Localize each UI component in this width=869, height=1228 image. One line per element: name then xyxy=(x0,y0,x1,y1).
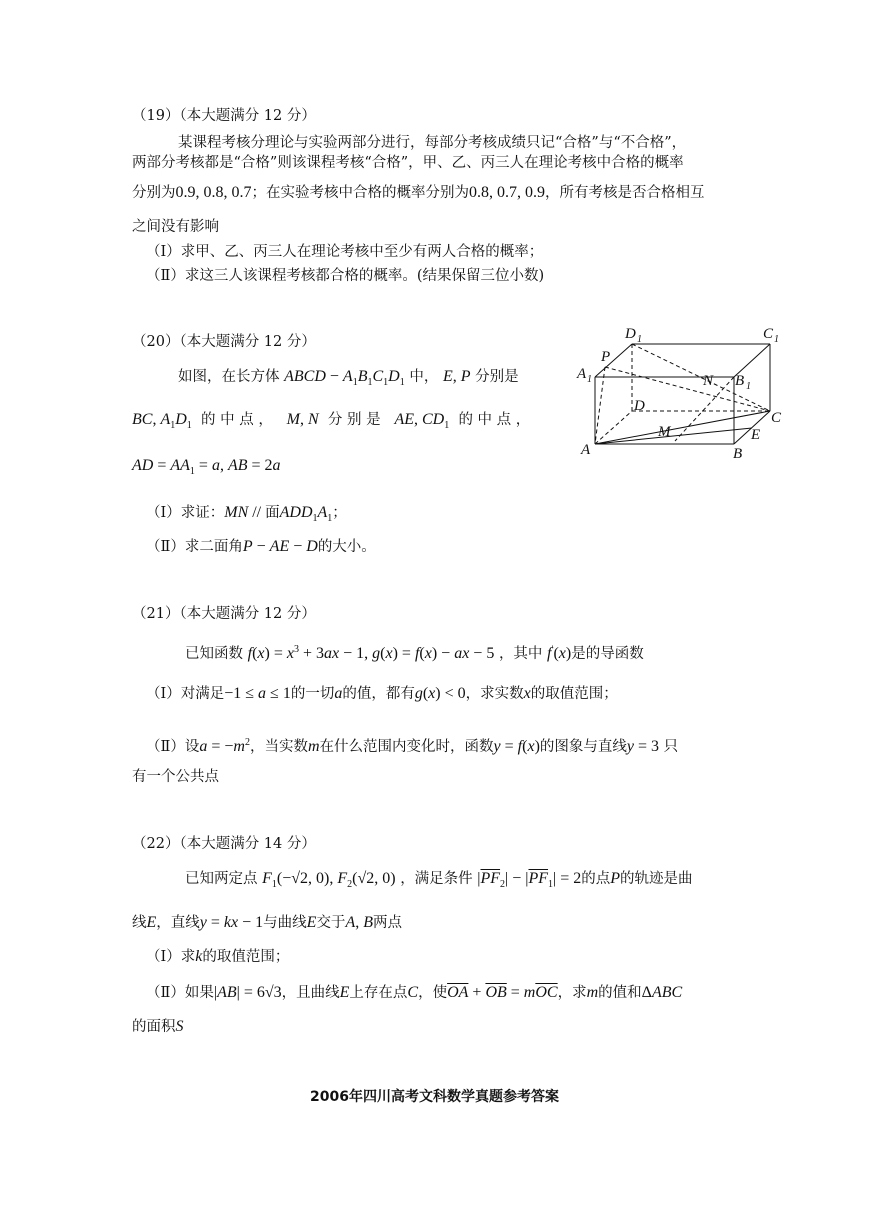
label-P: P xyxy=(601,349,611,365)
q19-line-4: 之间没有影响 xyxy=(132,219,219,235)
q21-part-2: （Ⅱ）设$a = -m^2$，当实数m在什么范围内变化时，函数y = f(x)的图象与直线y = 3 只 xyxy=(146,737,679,755)
answer-title: 2006年四川高考文科数学真题参考答案 xyxy=(310,1089,559,1105)
svg-text:1: 1 xyxy=(587,374,592,385)
label-B: B xyxy=(733,446,743,462)
label-E: E xyxy=(751,427,761,443)
q19-part-2: （Ⅱ）求这三人该课程考核都合格的概率。(结果保留三位小数) xyxy=(146,268,545,284)
q19-line-3: 分别为0.9, 0.8, 0.7；在实验考核中合格的概率分别为0.8, 0.7, 0.9，所有考核是否合格相互 xyxy=(132,184,705,201)
q19-header: （19）（本大题满分 12 分） xyxy=(132,108,316,124)
label-C: C xyxy=(771,410,782,426)
q20-line-2: BC, $A_1D_1$ 的 中 点 ， M, N 分 别 是 AE, $CD_1$ 的 中 点 ， xyxy=(132,411,531,431)
q20-part-2: （Ⅱ）求二面角P − AE − D的大小。 xyxy=(146,538,376,555)
q22-line-2: 线E，直线y = kx − 1与曲线E交于A, B两点 xyxy=(132,914,402,931)
q19-part-1: （Ⅰ）求甲、乙、丙三人在理论考核中至少有两人合格的概率； xyxy=(146,244,544,260)
q19-line-2: 两部分考核都是“合格”则该课程考核“合格”，甲、乙、丙三人在理论考核中合格的概率 xyxy=(132,155,684,171)
q20-header: （20）（本大题满分 12 分） xyxy=(132,334,316,350)
q22-header: （22）（本大题满分 14 分） xyxy=(132,836,316,852)
q19-line-1: 某课程考核分理论与实验两部分进行，每部分考核成绩只记“合格”与“不合格”， xyxy=(178,135,687,151)
q21-header: （21）（本大题满分 12 分） xyxy=(132,606,316,622)
svg-text:1: 1 xyxy=(637,334,642,345)
q21-part-1: （Ⅰ）对满足−1 ≤ a ≤ 1的一切a的值，都有g(x) < 0，求实数x的取值范围； xyxy=(146,685,618,702)
q22-part-2-cont: 的面积S xyxy=(132,1018,184,1035)
label-C1: C xyxy=(763,326,774,342)
svg-text:1: 1 xyxy=(746,381,751,392)
q22-line-1: 已知两定点 $F_1(-√2$, 0), $F_2(√2$, 0) ，满足条件 $|\overline{PF}_2| - |\overline{PF}_1| = 2$的点P的轨迹是曲 xyxy=(185,870,693,890)
label-D1: D xyxy=(625,326,636,342)
label-D: D xyxy=(634,398,645,414)
label-A: A xyxy=(581,442,591,458)
cuboid-figure xyxy=(575,318,795,466)
q20-line-3: AD = $AA_1 = a$, AB = 2a xyxy=(132,457,281,477)
svg-text:1: 1 xyxy=(774,334,779,345)
label-N: N xyxy=(703,373,714,389)
label-B1: B xyxy=(735,373,745,389)
q20-line-1: 如图，在长方体 ABCD − $A_1B_1C_1D_1$ 中， E, P 分别是 xyxy=(178,368,519,388)
q22-part-1: （Ⅰ）求k的取值范围； xyxy=(146,948,290,965)
q20-part-1: （Ⅰ）求证：MN // 面$ADD_1A_1$； xyxy=(146,504,347,524)
q22-part-2: （Ⅱ）如果|AB| = 6√3，且曲线E上存在点C，使$\overline{OA} + \overline{OB} = m\overline{OC}$，求m的值和ΔABC xyxy=(146,984,683,1001)
label-M: M xyxy=(658,424,671,440)
q21-line-1: 已知函数 $f(x) = x^3 + 3ax - 1$, g(x) = f(x) − ax − 5 ，其中 f′(x)是的导函数 xyxy=(185,644,644,662)
label-A1: A xyxy=(577,366,587,382)
q21-part-2-cont: 有一个公共点 xyxy=(132,769,219,785)
